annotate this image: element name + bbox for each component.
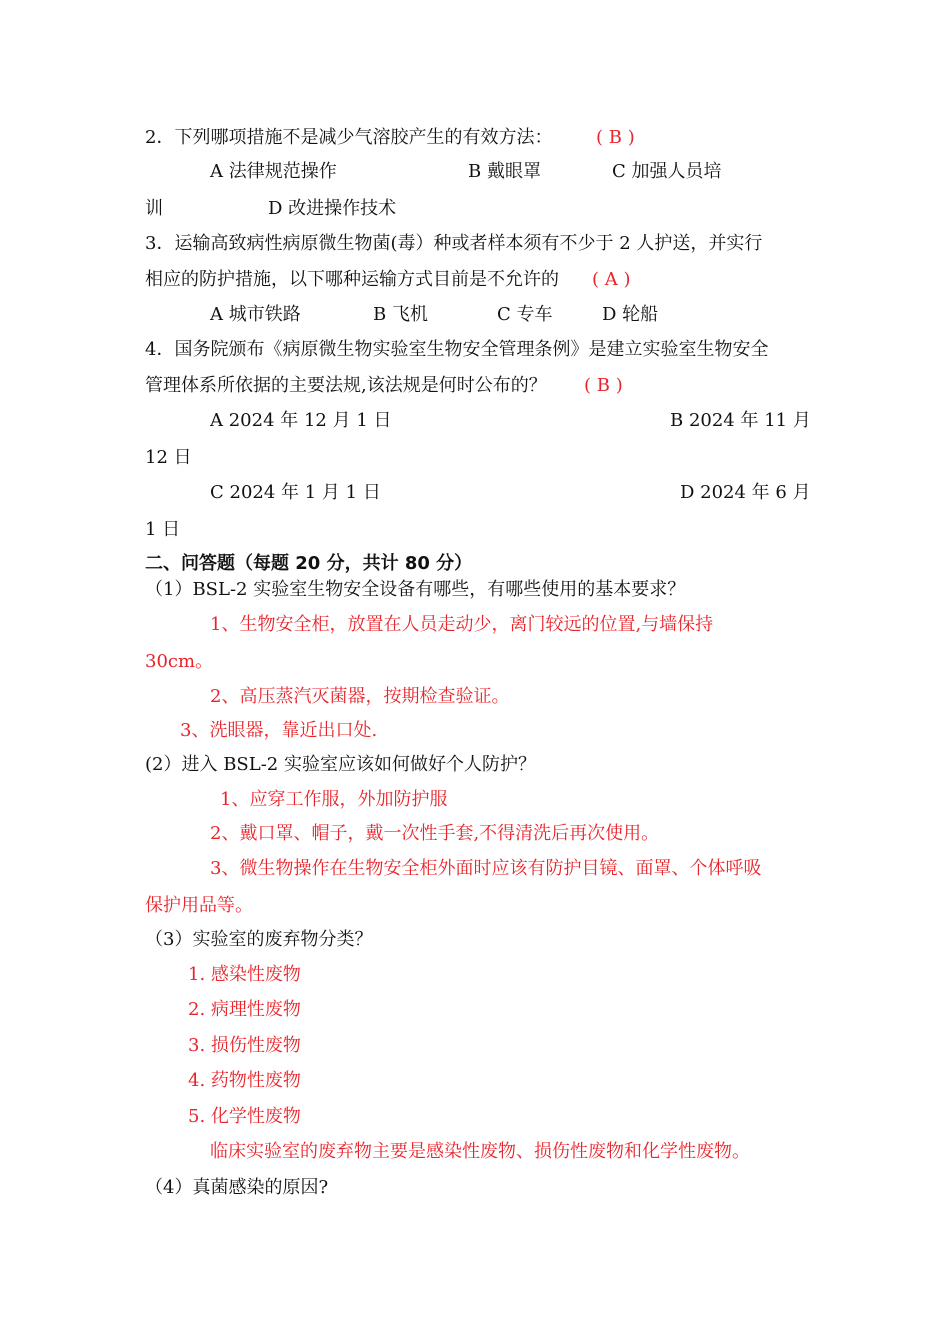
question-3-option-b: B 飞机 [373, 304, 428, 325]
qa-3-item: 3. 损伤性废物 [188, 1035, 301, 1056]
question-4-option-b-wrap: 12 日 [145, 447, 192, 468]
question-3-stem-line1: 3．运输高致病性病原微生物菌(毒）种或者样本须有不少于 2 人护送，并实行 [145, 233, 763, 254]
question-3-option-c: C 专车 [497, 304, 553, 325]
qa-1-answer-2: 2、高压蒸汽灭菌器，按期检查验证。 [210, 686, 510, 707]
qa-2-answer-3: 3、微生物操作在生物安全柜外面时应该有防护目镜、面罩、个体呼吸 [210, 858, 762, 879]
question-2-option-c: C 加强人员培 [612, 161, 722, 182]
qa-3-item: 4. 药物性废物 [188, 1070, 301, 1091]
qa-1-answer-1: 1、生物安全柜，放置在人员走动少，离门较远的位置,与墙保持 [210, 614, 714, 635]
question-2-option-b: B 戴眼罩 [468, 161, 541, 182]
qa-3-item: 1. 感染性废物 [188, 964, 301, 985]
qa-2-answer-1: 1、应穿工作服，外加防护服 [220, 789, 448, 810]
question-3-option-a: A 城市铁路 [210, 304, 301, 325]
qa-1-question: （1）BSL-2 实验室生物安全设备有哪些，有哪些使用的基本要求？ [145, 579, 686, 600]
question-4-option-a: A 2024 年 12 月 1 日 [210, 410, 392, 431]
qa-2-answer-3-wrap: 保护用品等。 [145, 895, 253, 916]
qa-3-item: 5. 化学性废物 [188, 1106, 301, 1127]
question-2-option-a: A 法律规范操作 [210, 161, 337, 182]
question-4-option-c: C 2024 年 1 月 1 日 [210, 482, 381, 503]
question-4-stem-line2: 管理体系所依据的主要法规,该法规是何时公布的？ [145, 375, 547, 396]
question-2-option-d: D 改进操作技术 [268, 198, 397, 219]
qa-2-question: (2）进入 BSL-2 实验室应该如何做好个人防护？ [145, 754, 536, 775]
question-4-stem-line1: 4．国务院颁布《病原微生物实验室生物安全管理条例》是建立实验室生物安全 [145, 339, 769, 360]
qa-3-item: 2. 病理性废物 [188, 999, 301, 1020]
section-heading: 二、问答题（每题 20 分，共计 80 分） [145, 553, 473, 574]
question-4-answer: ( B ) [584, 375, 623, 396]
qa-1-answer-1-wrap: 30cm。 [145, 651, 214, 672]
qa-2-answer-2: 2、戴口罩、帽子，戴一次性手套,不得清洗后再次使用。 [210, 823, 660, 844]
question-3-option-d: D 轮船 [602, 304, 659, 325]
question-2-stem: 2．下列哪项措施不是减少气溶胶产生的有效方法： [145, 127, 553, 148]
question-4-option-b: B 2024 年 11 月 [670, 410, 811, 431]
question-2-answer: ( B ) [596, 127, 635, 148]
question-4-option-d-wrap: 1 日 [145, 519, 181, 540]
question-2-option-c-wrap: 训 [145, 198, 163, 219]
qa-4-question: （4）真菌感染的原因? [145, 1177, 329, 1198]
question-3-stem-line2: 相应的防护措施，以下哪种运输方式目前是不允许的 [145, 269, 559, 290]
qa-3-question: （3）实验室的废弃物分类？ [145, 929, 373, 950]
question-3-answer: ( A ) [592, 269, 631, 290]
qa-3-summary: 临床实验室的废弃物主要是感染性废物、损伤性废物和化学性废物。 [210, 1141, 750, 1162]
question-4-option-d: D 2024 年 6 月 [680, 482, 811, 503]
qa-1-answer-3: 3、洗眼器，靠近出口处. [180, 720, 378, 741]
